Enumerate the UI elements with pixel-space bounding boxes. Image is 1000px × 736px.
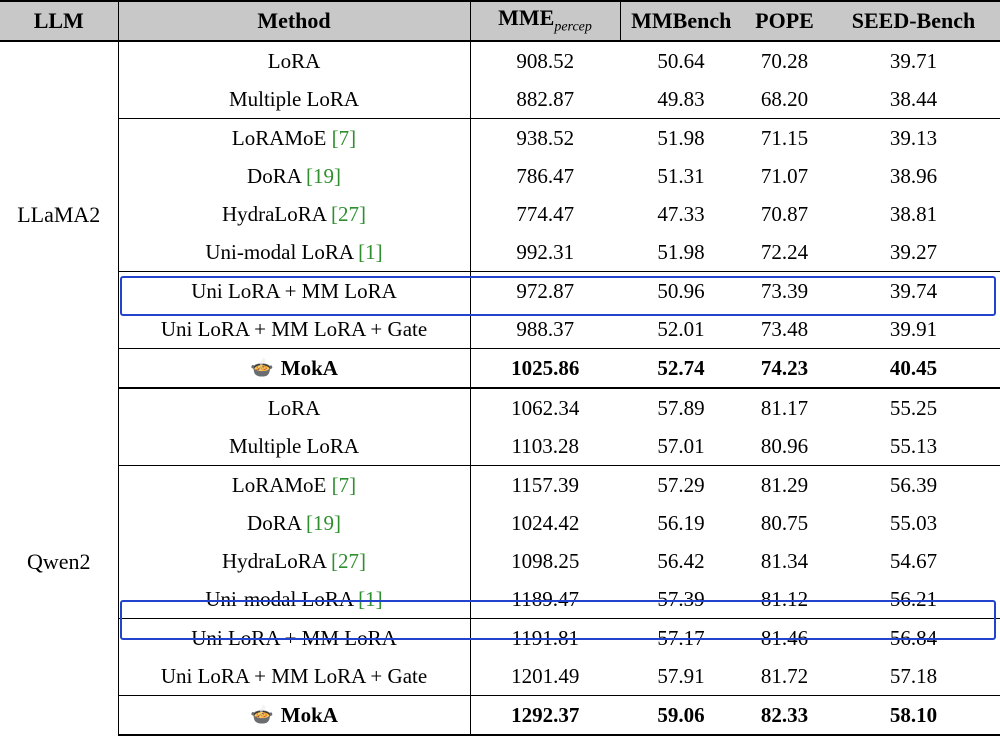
table-row: [0, 80, 1000, 119]
method-cell: [118, 349, 470, 389]
mme-value-cell: 774.47: [516, 201, 575, 226]
pope-value-cell: 71.15: [742, 119, 827, 158]
method-label: HydraLoRA: [221, 548, 326, 573]
seed-value-cell: 55.13: [827, 427, 1000, 466]
seed-value-cell: 39.27: [827, 233, 1000, 272]
table-row: [0, 619, 1000, 658]
seed-value-cell: 39.91: [827, 310, 1000, 349]
method-cell: [118, 195, 470, 233]
mmbench-value-cell: 57.01: [620, 427, 742, 466]
table-row: [0, 233, 1000, 272]
table-row: [0, 272, 1000, 311]
mme-value-cell: 786.47: [516, 163, 575, 188]
pope-value-cell: 80.75: [760, 510, 809, 535]
seed-value-cell: 56.21: [827, 580, 1000, 619]
mme-value-cell: 992.31: [470, 233, 620, 272]
method-cell: [118, 233, 470, 272]
method-cell: [118, 272, 470, 311]
method-cell: [118, 466, 470, 505]
citation-link[interactable]: [19]: [305, 510, 341, 535]
pope-value-cell: 72.24: [742, 233, 827, 272]
seed-value-cell: 40.45: [827, 349, 1000, 389]
method-cell: [118, 388, 470, 427]
table-row: [0, 542, 1000, 580]
llm-name-label: Qwen2: [26, 548, 91, 574]
mme-value-cell: 1024.42: [511, 510, 580, 535]
mmbench-value-cell: 50.96: [620, 272, 742, 311]
citation-link[interactable]: [1]: [358, 239, 383, 264]
mmbench-value-cell: 52.01: [620, 310, 742, 349]
method-cell: [118, 657, 470, 696]
mme-value-cell: 972.87: [470, 272, 620, 311]
method-cell: [118, 80, 470, 119]
column-header-mme: [470, 1, 620, 41]
mme-label: MME: [498, 5, 555, 31]
seed-value-cell: 54.67: [889, 548, 938, 573]
table-row: [0, 310, 1000, 349]
column-header-pope: POPE: [742, 1, 827, 41]
table-row: [0, 157, 1000, 195]
pope-value-cell: 74.23: [742, 349, 827, 389]
mme-value-cell: 1098.25: [511, 548, 580, 573]
seed-value-cell: 55.25: [889, 395, 938, 420]
method-label: Uni LoRA + MM LoRA: [191, 278, 397, 303]
method-cell: [118, 619, 470, 658]
seed-value-cell: 38.96: [889, 163, 938, 188]
table-row: [0, 696, 1000, 736]
citation-link[interactable]: [1]: [358, 586, 383, 611]
mme-value-cell: 1201.49: [470, 657, 620, 696]
method-cell: [118, 41, 470, 80]
method-label: Uni LoRA + MM LoRA + Gate: [160, 663, 428, 688]
method-cell: [118, 580, 470, 619]
mme-value-cell: 882.87: [470, 80, 620, 119]
header-row: [0, 1, 1000, 41]
seed-value-cell: 39.71: [889, 48, 938, 73]
mme-value-cell: 988.37: [470, 310, 620, 349]
table-body: [0, 41, 1000, 735]
citation-link[interactable]: [19]: [305, 163, 341, 188]
mmbench-value-cell: 57.89: [657, 395, 705, 420]
column-header-seed: SEED-Bench: [827, 1, 1000, 41]
column-header-mmbench: MMBench: [620, 1, 742, 41]
pope-value-cell: 71.07: [760, 163, 809, 188]
column-header-method: Method: [118, 1, 470, 41]
table-row: [0, 195, 1000, 233]
table-row: [0, 466, 1000, 505]
pope-value-cell: 81.46: [742, 619, 827, 658]
pope-value-cell: 82.33: [742, 696, 827, 736]
mmbench-value-cell: 56.42: [657, 548, 705, 573]
table-row: [0, 427, 1000, 466]
seed-value-cell: 39.74: [827, 272, 1000, 311]
llm-name-cell: [0, 388, 118, 735]
mmbench-value-cell: 57.17: [620, 619, 742, 658]
method-label: LoRAMoE: [231, 125, 327, 150]
mme-value-cell: 1103.28: [470, 427, 620, 466]
pope-value-cell: 68.20: [742, 80, 827, 119]
mme-value-cell: 908.52: [516, 48, 575, 73]
method-label: Uni-modal LoRA: [205, 239, 353, 264]
seed-value-cell: 57.18: [827, 657, 1000, 696]
pope-value-cell: 73.39: [742, 272, 827, 311]
mmbench-value-cell: 49.83: [620, 80, 742, 119]
method-label: HydraLoRA: [221, 201, 326, 226]
mortar-and-pestle-icon: 🍲: [250, 358, 274, 379]
seed-value-cell: 38.44: [827, 80, 1000, 119]
mmbench-value-cell: 56.19: [657, 510, 705, 535]
citation-link[interactable]: [27]: [331, 201, 367, 226]
pope-value-cell: 81.34: [760, 548, 809, 573]
seed-value-cell: 56.39: [827, 466, 1000, 505]
mmbench-value-cell: 47.33: [657, 201, 705, 226]
table-row: [0, 119, 1000, 158]
method-cell: [118, 427, 470, 466]
table-header: [0, 1, 1000, 41]
method-label: Uni LoRA + MM LoRA + Gate: [160, 316, 428, 341]
mmbench-value-cell: 57.39: [620, 580, 742, 619]
table-row: [0, 388, 1000, 427]
mmbench-value-cell: 51.98: [620, 233, 742, 272]
mmbench-value-cell: 52.74: [620, 349, 742, 389]
mmbench-value-cell: 57.29: [620, 466, 742, 505]
citation-link[interactable]: [7]: [331, 472, 357, 497]
method-label: Uni LoRA + MM LoRA: [191, 625, 397, 650]
table-row: [0, 41, 1000, 80]
method-label: LoRA: [267, 48, 321, 73]
method-label: DoRA: [247, 163, 301, 188]
mme-value-cell: 1292.37: [470, 696, 620, 736]
pope-value-cell: 81.12: [742, 580, 827, 619]
table-row: [0, 657, 1000, 696]
seed-value-cell: 39.13: [827, 119, 1000, 158]
table-row: [0, 504, 1000, 542]
pope-value-cell: 70.28: [760, 48, 809, 73]
method-label: LoRA: [267, 395, 321, 420]
pope-value-cell: 81.29: [742, 466, 827, 505]
column-header-llm: LLM: [0, 1, 118, 41]
mme-value-cell: 1189.47: [470, 580, 620, 619]
mortar-and-pestle-icon: 🍲: [250, 705, 274, 726]
seed-value-cell: 38.81: [889, 201, 938, 226]
mme-subscript: percep: [554, 19, 592, 35]
pope-value-cell: 73.48: [742, 310, 827, 349]
method-cell: [118, 504, 470, 542]
mmbench-value-cell: 51.98: [620, 119, 742, 158]
mme-value-cell: 1157.39: [470, 466, 620, 505]
pope-value-cell: 81.72: [742, 657, 827, 696]
seed-value-cell: 56.84: [827, 619, 1000, 658]
pope-value-cell: 70.87: [760, 201, 809, 226]
mme-value-cell: 938.52: [470, 119, 620, 158]
mmbench-value-cell: 59.06: [620, 696, 742, 736]
method-label: Multiple LoRA: [228, 86, 360, 111]
citation-link[interactable]: [27]: [331, 548, 367, 573]
method-cell: [118, 696, 470, 736]
method-label: Multiple LoRA: [228, 433, 360, 458]
seed-value-cell: 55.03: [889, 510, 938, 535]
mmbench-value-cell: 51.31: [657, 163, 705, 188]
citation-link[interactable]: [7]: [331, 125, 357, 150]
method-label: LoRAMoE: [231, 472, 327, 497]
mmbench-value-cell: 57.91: [620, 657, 742, 696]
method-label: MokA: [280, 703, 338, 727]
mme-value-cell: 1025.86: [470, 349, 620, 389]
pope-value-cell: 80.96: [742, 427, 827, 466]
mmbench-value-cell: 50.64: [657, 48, 705, 73]
method-cell: [118, 119, 470, 158]
mme-value-cell: 1062.34: [511, 395, 580, 420]
seed-value-cell: 58.10: [827, 696, 1000, 736]
table-row: [0, 580, 1000, 619]
method-label: Uni-modal LoRA: [205, 586, 353, 611]
method-cell: [118, 157, 470, 195]
method-label: DoRA: [247, 510, 301, 535]
llm-name-label: LLaMA2: [17, 202, 101, 227]
llm-name-cell: [0, 41, 118, 388]
pope-value-cell: 81.17: [760, 395, 809, 420]
table-row: [0, 349, 1000, 389]
method-cell: [118, 542, 470, 580]
method-label: MokA: [280, 356, 338, 380]
method-cell: [118, 310, 470, 349]
mme-value-cell: 1191.81: [470, 619, 620, 658]
